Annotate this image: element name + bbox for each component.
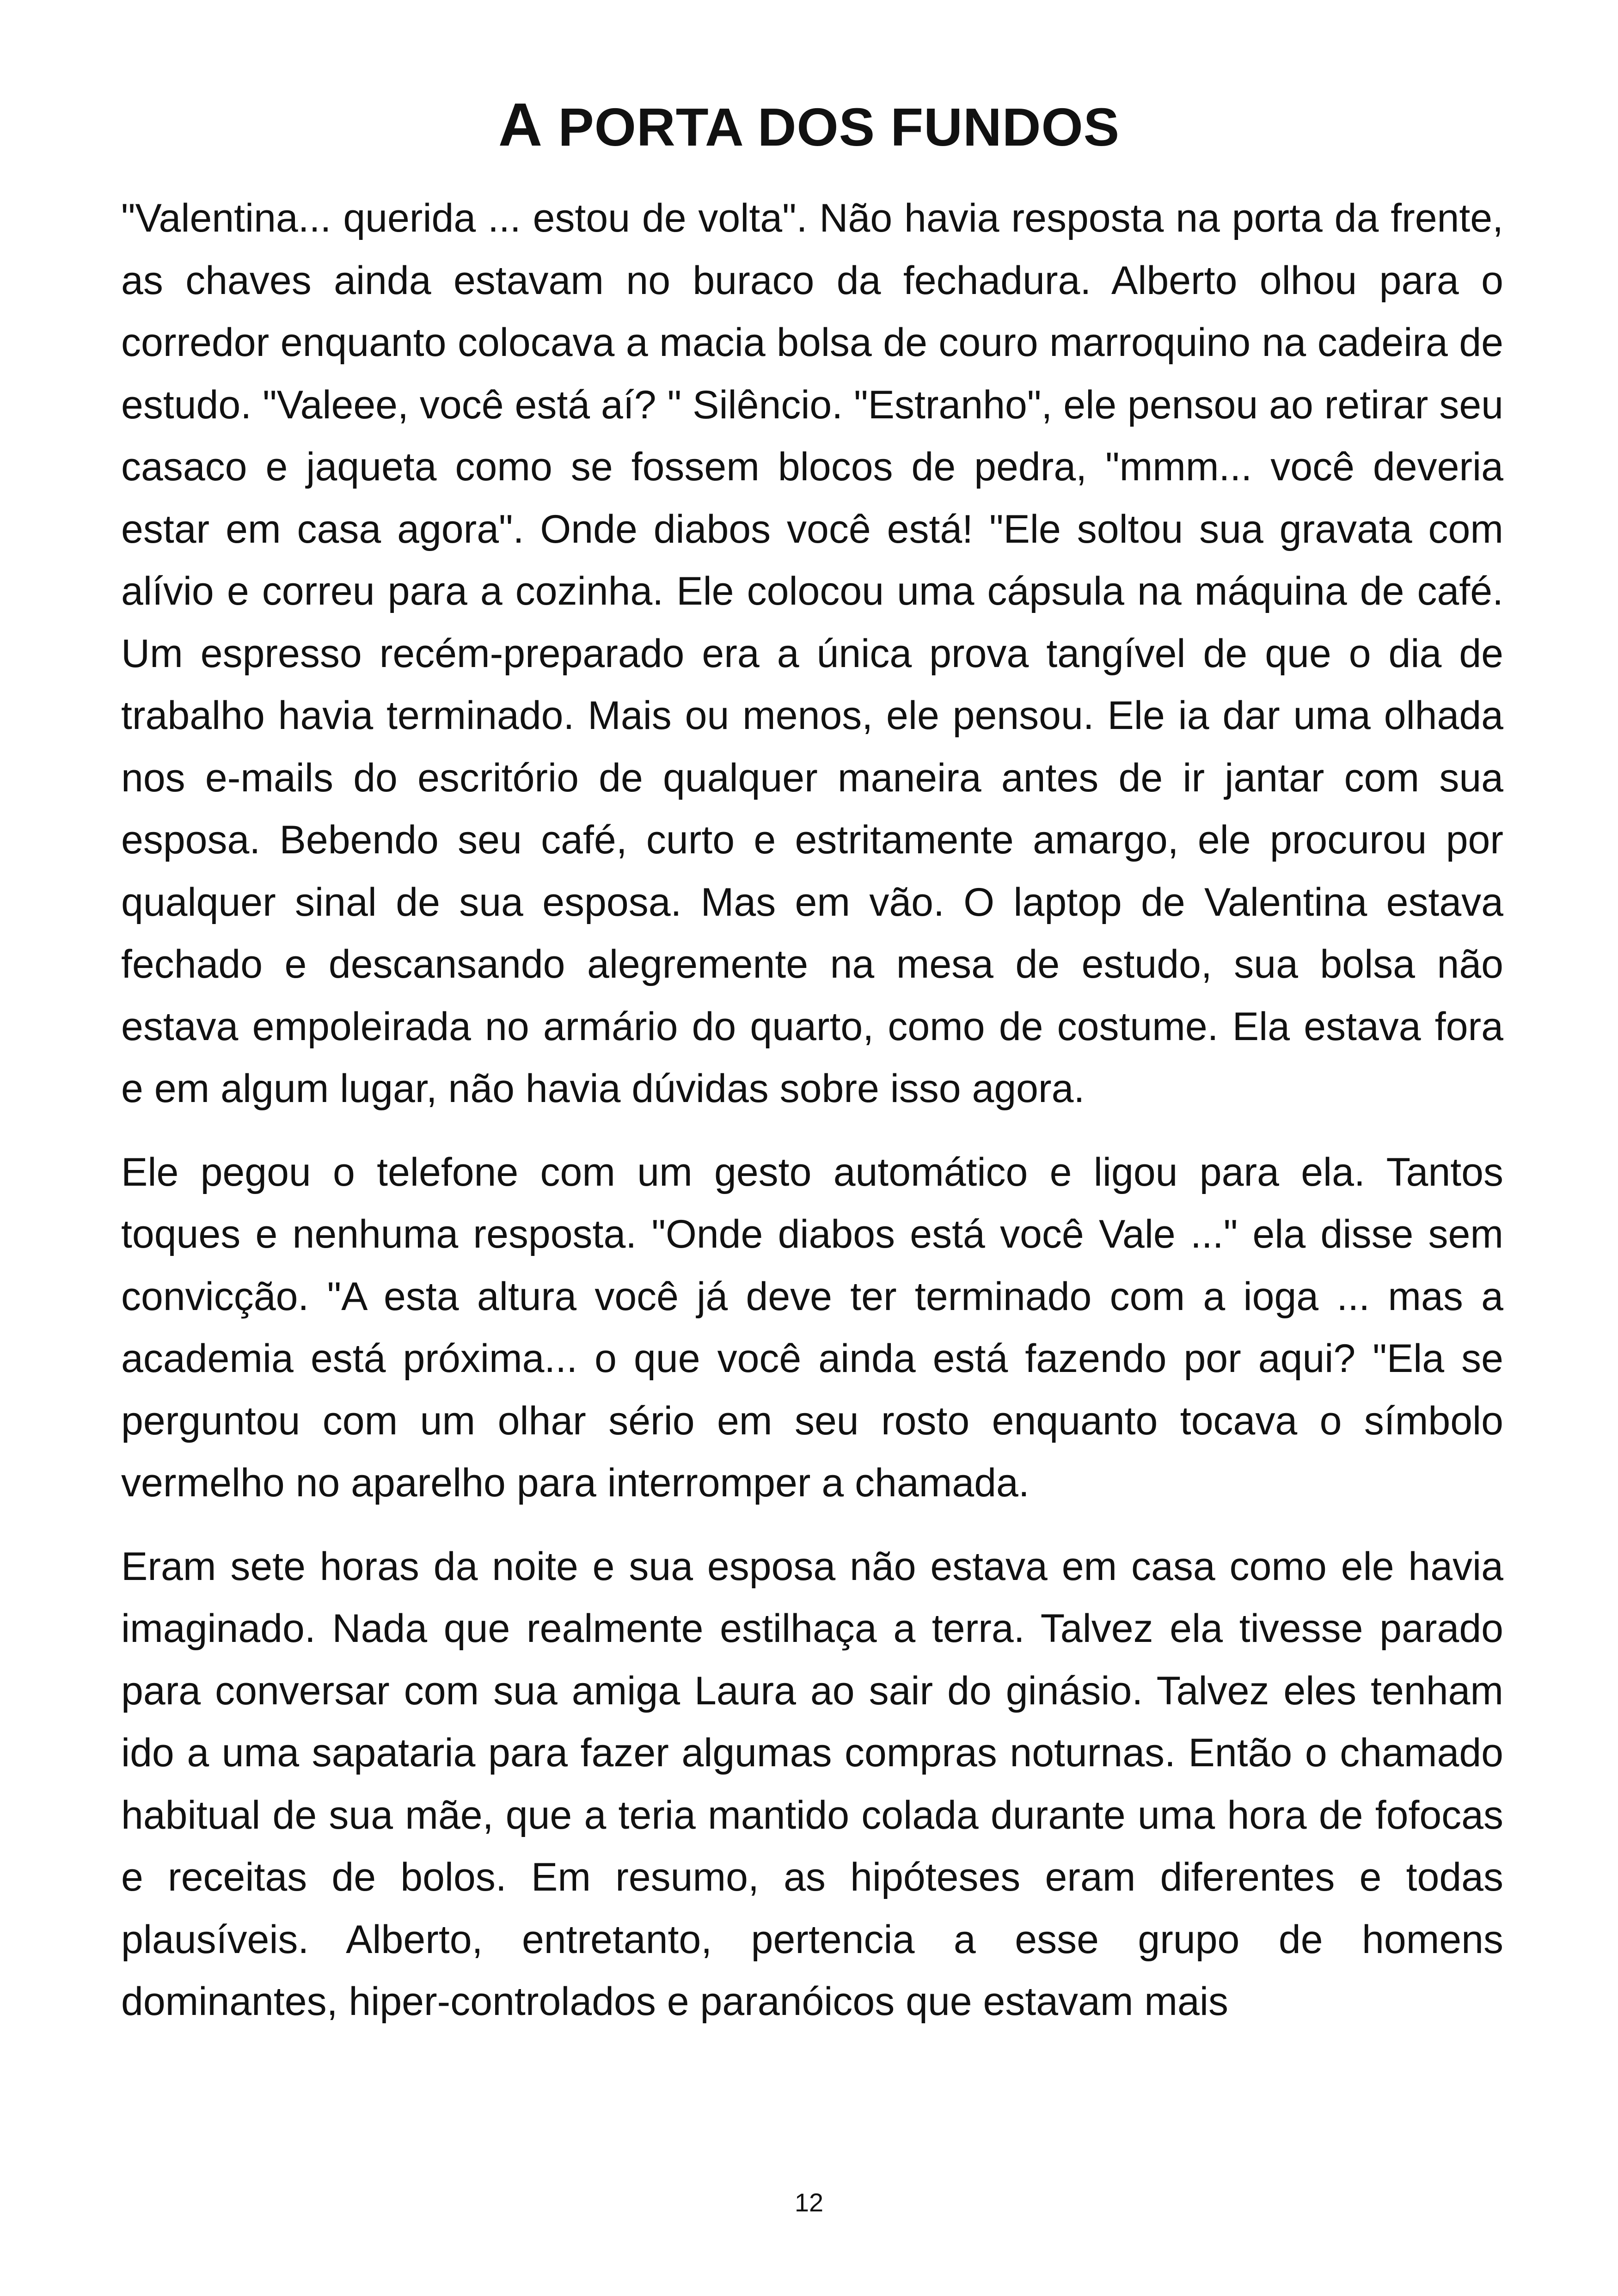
paragraph-3: Eram sete horas da noite e sua esposa não estava em casa como ele havia imaginado. Nada que realmente estilhaça a terra. Talvez ela tivesse parado para conversar com sua amiga Laura ao sair do ginásio. Talvez eles tenham ido a uma sapataria para fazer algumas compras noturnas. Então o chamado habitual de sua mãe, que a teria mantido colada durante uma hora de fofocas e receitas de bolos. Em resumo, as hipóteses eram diferentes e todas plausíveis. Alberto, entretanto, pertencia a esse grupo de homens dominantes, hiper-controlados e paranóicos que estavam mais xyxy=(121,1544,1503,2024)
body-text xyxy=(121,187,1503,2054)
paragraph-1: "Valentina... querida ... estou de volta". Não havia resposta na porta da frente, as chaves ainda estavam no buraco da fechadura. Alberto olhou para o corredor enquanto colocava a macia bolsa de couro marroquino na cadeira de estudo. "Valeee, você está aí? " Silêncio. "Estranho", ele pensou ao retirar seu casaco e jaqueta como se fossem blocos de pedra, "mmm... você deveria estar em casa agora". Onde diabos você está! "Ele soltou sua gravata com alívio e correu para a cozinha. Ele colocou uma cápsula na máquina de café. Um espresso recém-preparado era a única prova tangível de que o dia de trabalho havia terminado. Mais ou menos, ele pensou. Ele ia dar uma olhada nos e-mails do escritório de qualquer maneira antes de ir jantar com sua esposa. Bebendo seu café, curto e estritamente amargo, ele procurou por qualquer sinal de sua esposa. Mas em vão. O laptop de Valentina estava fechado e descansando alegremente na mesa de estudo, sua bolsa não estava empoleirada no armário do quarto, como de costume. Ela estava fora e em algum lugar, não havia dúvidas sobre isso agora. xyxy=(121,196,1503,1111)
chapter-title xyxy=(0,90,1618,162)
paragraph-2: Ele pegou o telefone com um gesto automático e ligou para ela. Tantos toques e nenhuma resposta. "Onde diabos está você Vale ..." ela disse sem convicção. "A esta altura você já deve ter terminado com a ioga ... mas a academia está próxima... o que você ainda está fazendo por aqui? "Ela se perguntou com um olhar sério em seu rosto enquanto tocava o símbolo vermelho no aparelho para interromper a chamada. xyxy=(121,1150,1503,1505)
page-number: 12 xyxy=(794,2188,824,2217)
chapter-title-initial: A xyxy=(498,91,543,159)
chapter-title-rest: PORTA DOS FUNDOS xyxy=(543,97,1120,157)
